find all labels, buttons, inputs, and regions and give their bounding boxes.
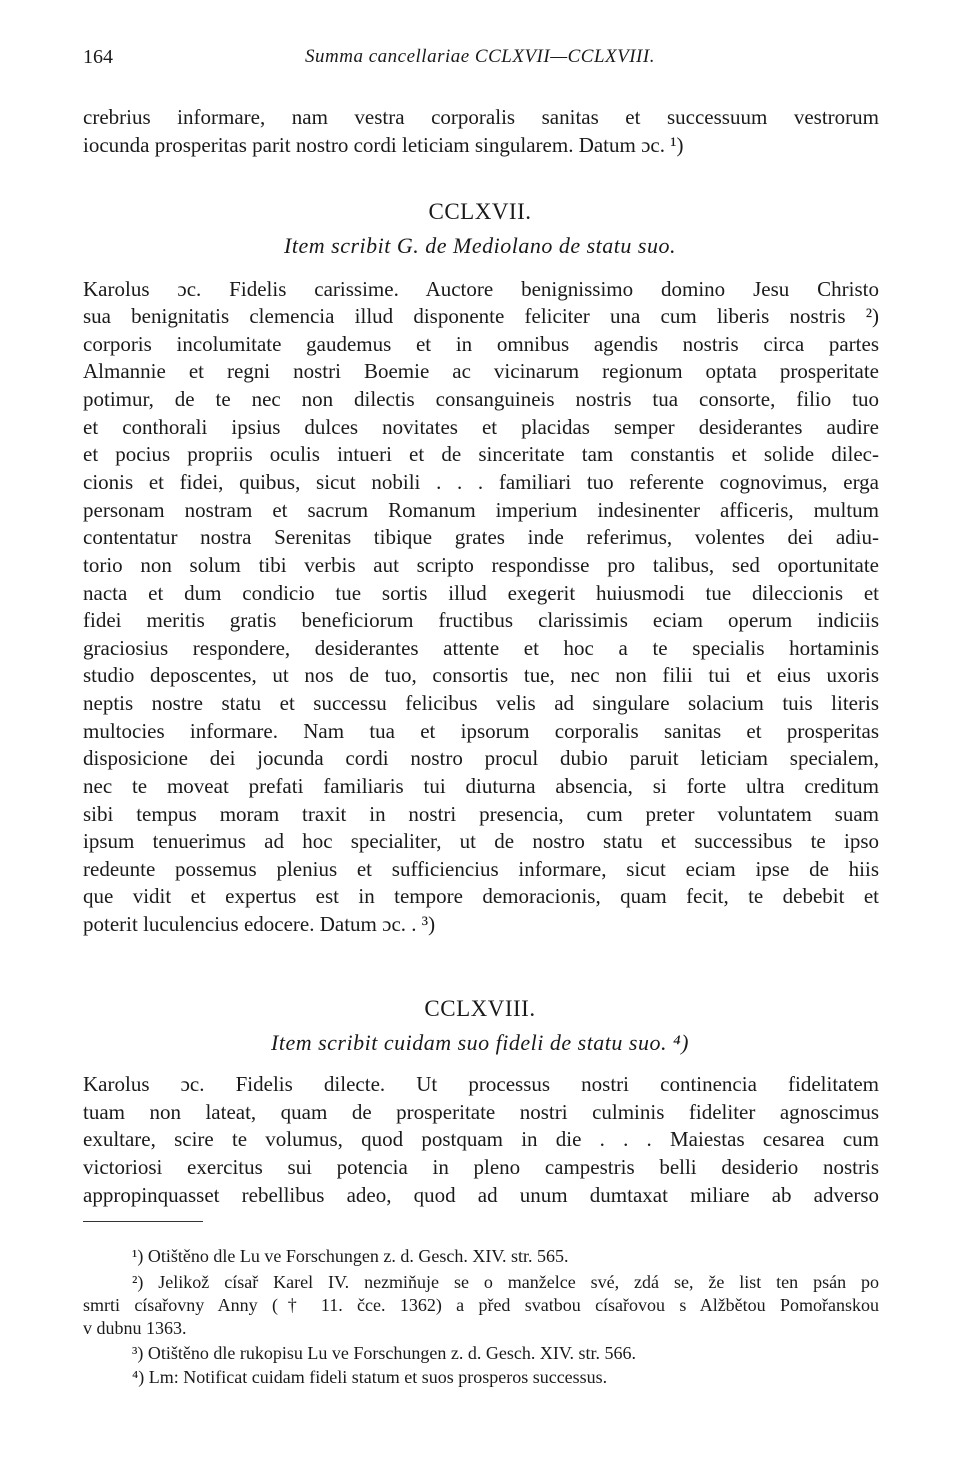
footnote: ³) Otištěno dle rukopisu Lu ve Forschungen z. d. Gesch. XIV. str. 566. [132,1343,636,1363]
text-line: fidei meritis gratis beneficiorum fructibus clarissimis eciam operum indiciis [83,608,879,632]
text-line: studio deposcentes, ut nos de tuo, consortis tue, nec non filii tui et eius uxoris [83,663,879,687]
text-line: poterit luculencius edocere. Datum ɔc. . ³) [83,912,436,936]
text-line: corporis incolumitate gaudemus et in omnibus agendis nostris circa partes [83,332,879,356]
text-line: disposicione dei jocunda cordi nostro procul dubio paruit leticiam specialem, [83,746,879,770]
footnote: ²) Jelikož císař Karel IV. nezmiňuje se o manželce své, zdá se, že list ten psán po [132,1272,879,1292]
text-line: tuam non lateat, quam de prosperitate nostri culminis fideliter agnoscimus [83,1100,879,1124]
running-title: Summa cancellariae CCLXVII—CCLXVIII. [305,46,655,67]
text-line: redeunte possemus plenius et sufficiencius informare, sicut eciam ipse de hiis [83,857,879,881]
section-number: CCLXVIII. [424,996,536,1021]
text-line: nec te moveat prefati familiaris tui diuturna absencia, si forte ultra creditum [83,774,879,798]
section-number: CCLXVII. [428,199,532,224]
text-line: appropinquasset rebellibus adeo, quod ad unum dumtaxat miliare ab adverso [83,1183,879,1207]
footnote: ¹) Otištěno dle Lu ve Forschungen z. d. Gesch. XIV. str. 565. [132,1246,569,1266]
text-line: crebrius informare, nam vestra corporalis sanitas et successuum vestrorum [83,105,879,129]
text-line: victoriosi exercitus sui potencia in pleno campestris belli desiderio nostris [83,1155,879,1179]
text-line: que vidit et expertus est in tempore demoracionis, quam fecit, te debebit et [83,884,879,908]
text-line: torio non solum tibi verbis aut scripto respondisse pro talibus, sed oportunitate [83,553,879,577]
text-line: exultare, scire te volumus, quod postquam in die . . . Maiestas cesarea cum [83,1127,879,1151]
section-title: Item scribit cuidam suo fideli de statu suo. ⁴) [271,1030,689,1055]
text-line: et pocius propriis oculis intueri et de sinceritate tam constantis et solide dilec- [83,442,879,466]
text-line: Almannie et regni nostri Boemie ac vicinarum regionum optata prosperitate [83,359,879,383]
text-line: sibi tempus moram traxit in nostri presencia, cum preter voluntatem suam [83,802,879,826]
section-title: Item scribit G. de Mediolano de statu suo. [284,233,676,258]
text-line: iocunda prosperitas parit nostro cordi leticiam singularem. Datum ɔc. ¹) [83,133,684,157]
footnote: ⁴) Lm: Notificat cuidam fideli statum et suos prosperos successus. [132,1367,608,1387]
text-line: graciosius respondere, desiderantes attente et hoc a te specialis hortaminis [83,636,879,660]
text-line: sua benignitatis clemencia illud disponente feliciter una cum liberis nostris ²) [83,304,879,328]
footnote: v dubnu 1363. [83,1318,187,1338]
footnote-divider [83,1221,203,1222]
text-line: contentatur nostra Serenitas tibique grates inde referimus, volentes dei adiu- [83,525,879,549]
text-line: cionis et fidei, quibus, sicut nobili . . . familiari tuo referente cognovimus, erga [83,470,879,494]
text-line: nacta et dum condicio tue sortis illud exegerit huiusmodi tue dileccionis et [83,581,879,605]
text-line: Karolus ɔc. Fidelis carissime. Auctore benignissimo domino Jesu Christo [83,277,879,301]
text-line: Karolus ɔc. Fidelis dilecte. Ut processus nostri continencia fidelitatem [83,1072,879,1096]
text-line: potimur, de te nec non dilectis consanguineis nostris tua consorte, filio tuo [83,387,879,411]
text-line: multocies informare. Nam tua et ipsorum corporalis sanitas et prosperitas [83,719,879,743]
text-line: personam nostram et sacrum Romanum imperium indesinenter afficeris, multum [83,498,879,522]
footnote: smrti císařovny Anny († 11. čce. 1362) a před svatbou císařovou s Alžbětou Pomořanskou [83,1295,879,1315]
text-line: ipsum tenuerimus ad hoc specialiter, ut de nostro statu et successibus te ipso [83,829,879,853]
text-line: et conthorali ipsius dulces novitates et placidas semper desiderantes audire [83,415,879,439]
text-line: neptis nostre statu et successu felicibus velis ad singulare solacium tuis literis [83,691,879,715]
page-number: 164 [83,46,113,68]
